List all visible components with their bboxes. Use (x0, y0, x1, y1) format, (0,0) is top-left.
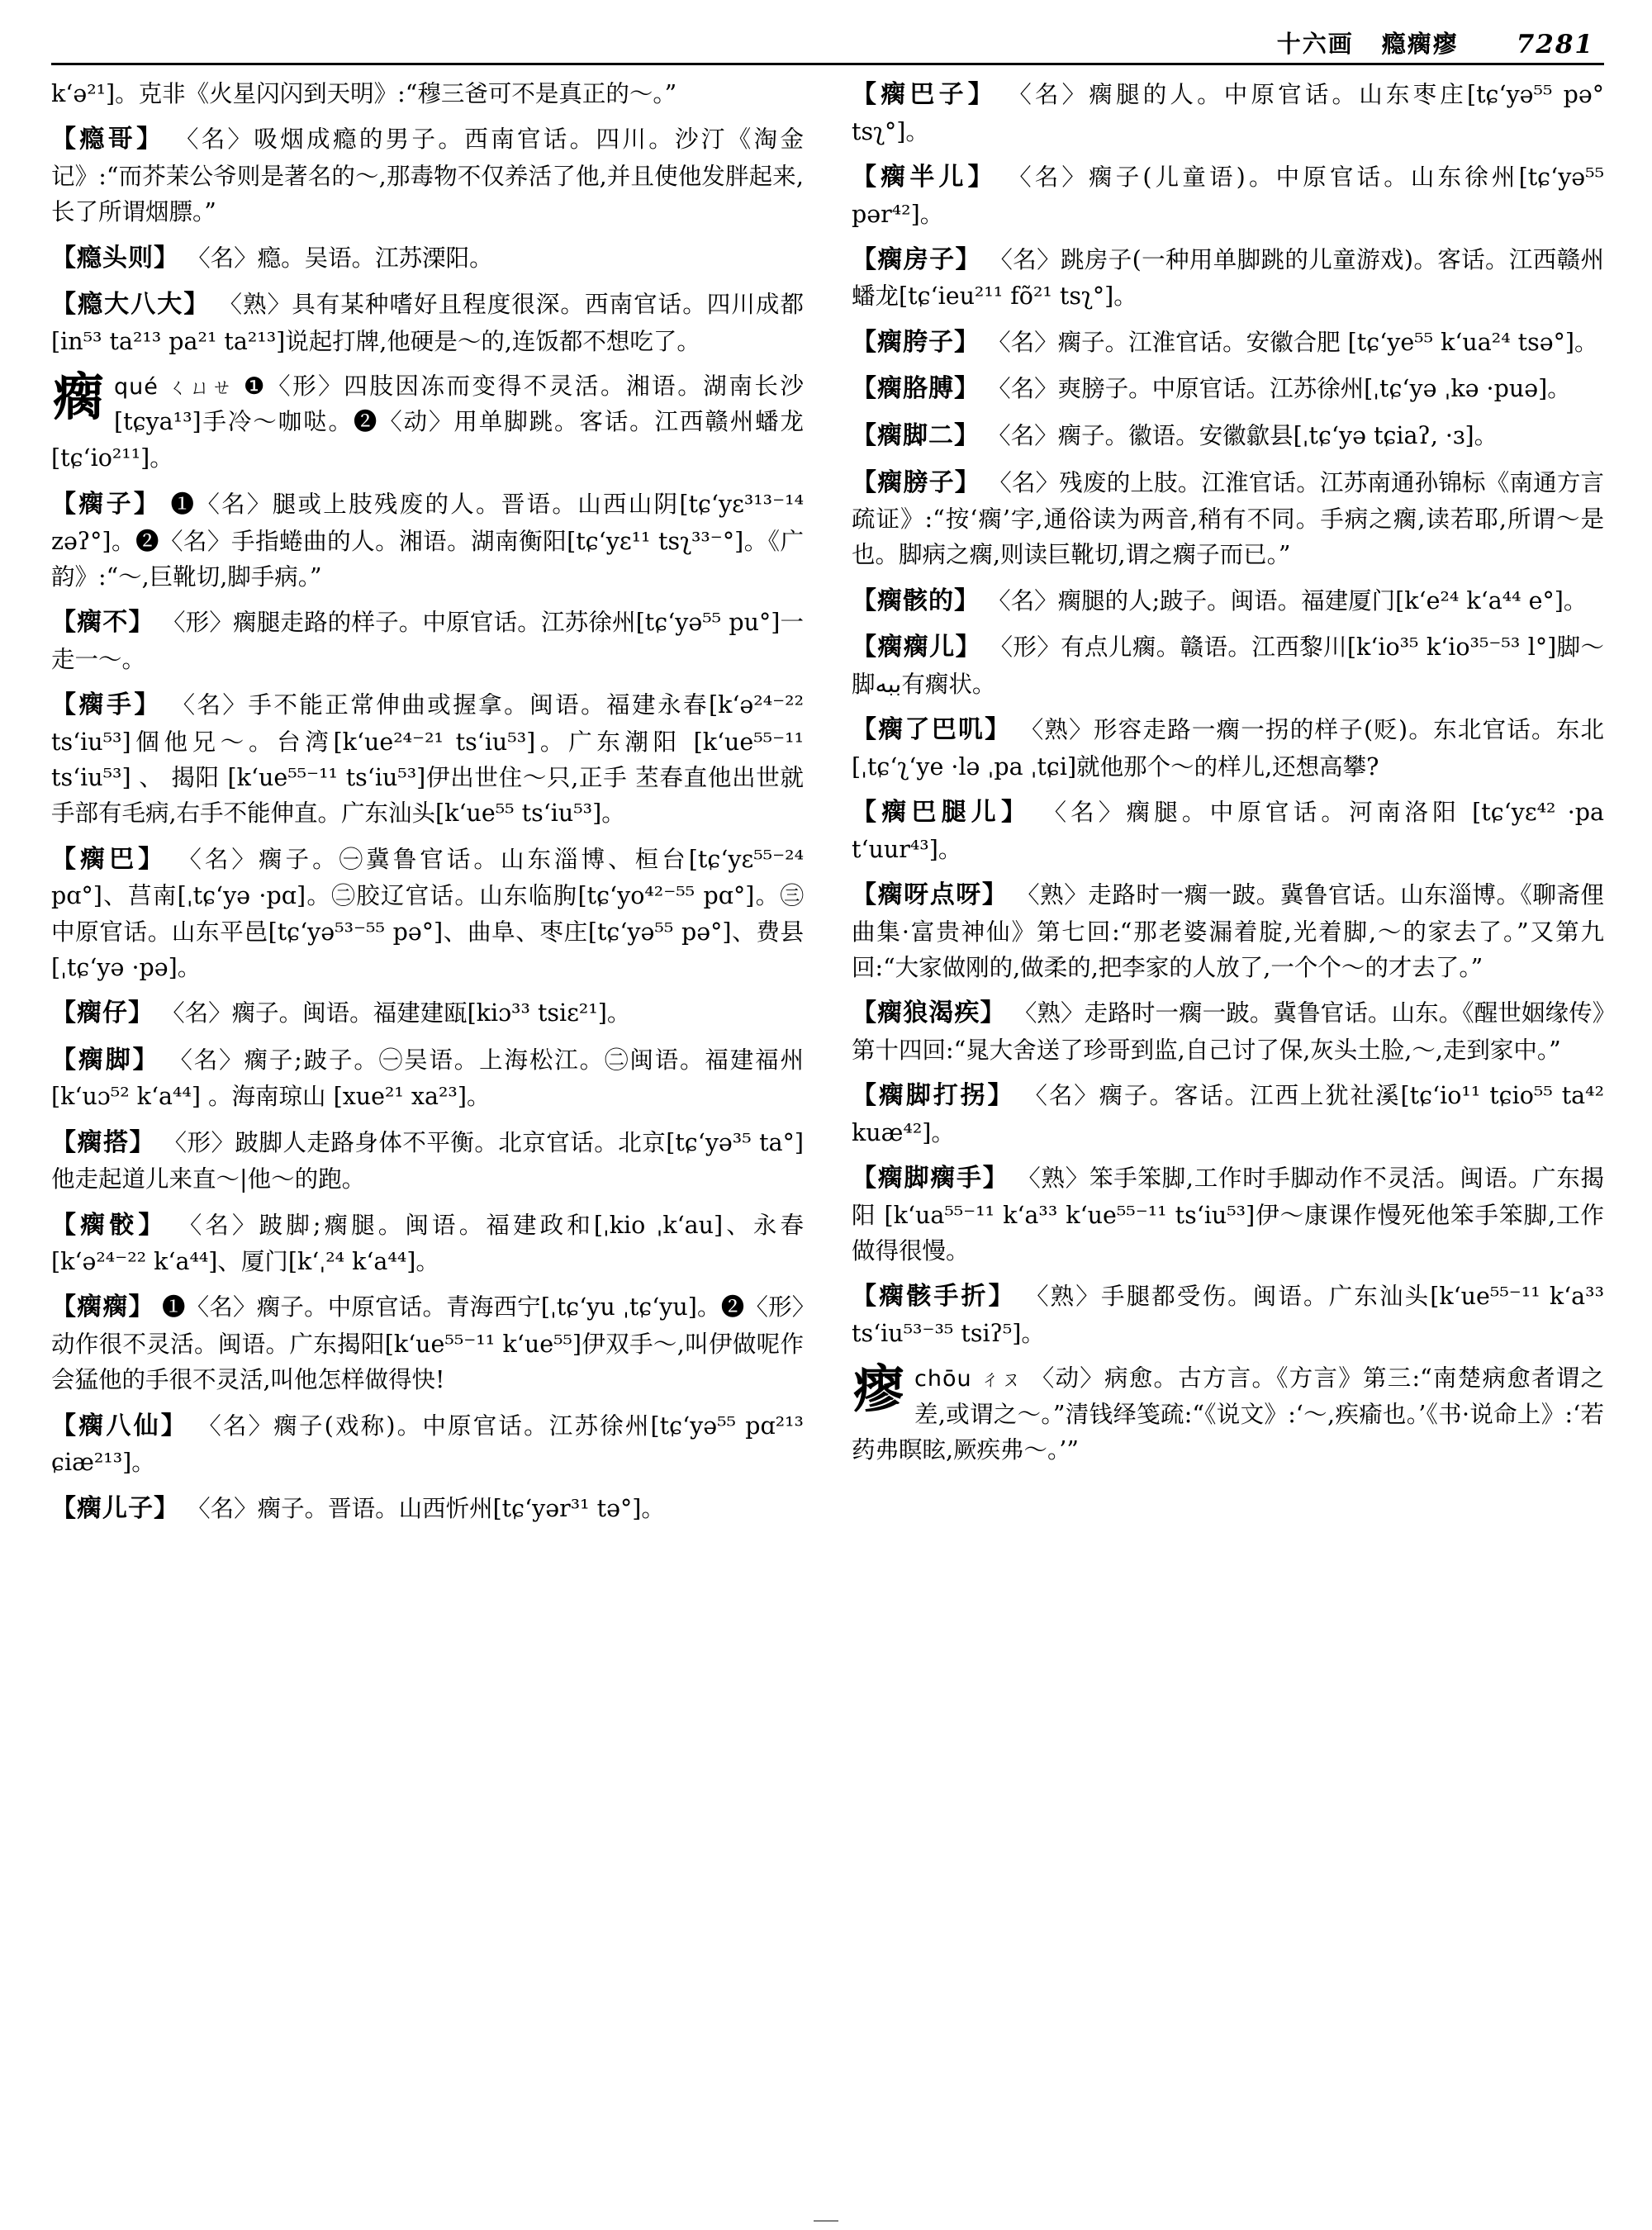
entry-headword: 【瘸手】 (51, 690, 162, 720)
dictionary-entry (852, 159, 1604, 232)
entry-headword: 【瘸半儿】 (852, 162, 997, 192)
page-number: 7281 (1516, 30, 1594, 59)
entry-text: ❶〈名〉腿或上肢残废的人。晋语。山西山阴[tɕ‘yɛ³¹³⁻¹⁴ zəʔ°]。❷〈名〉手指蜷曲的人。湘语。湖南衡阳[tɕ‘yɛ¹¹ tsʅ³³⁻°]。《广韵》:“～,巨靴切,脚手病。” (51, 490, 804, 591)
entry-text: 〈名〉瘸子(戏称)。中原官话。江苏徐州[tɕ‘yə⁵⁵ pɑ²¹³ ɕiæ²¹³]。 (51, 1412, 804, 1477)
dictionary-entry (852, 464, 1604, 573)
dictionary-entry (51, 994, 804, 1032)
dictionary-entry (51, 1288, 804, 1397)
dictionary-entry (852, 582, 1604, 620)
entry-headword: 【瘾哥】 (51, 125, 165, 154)
entry-headword: 【瘾头则】 (51, 243, 179, 273)
zhuyin: ㄑㄩㄝ (168, 376, 235, 400)
entry-headword: 【瘸脚二】 (852, 420, 980, 450)
entry-text: 〈名〉吸烟成瘾的男子。西南官话。四川。沙汀《淘金记》:“而芥茉公爷则是著名的～,那毒物不仅养活了他,并且使他发胖起来,长了所谓烟膘。” (51, 126, 804, 226)
dictionary-entry (852, 241, 1604, 315)
entry-headword: 【瘸巴】 (51, 844, 168, 874)
entry-headword: 【瘸膀子】 (852, 467, 980, 497)
entry-headword: 【瘸骸手折】 (852, 1282, 1016, 1312)
left-column (51, 76, 804, 2199)
entry-text: 〈名〉瘸子。晋语。山西忻州[tɕ‘yər³¹ tə°]。 (187, 1494, 665, 1522)
entry-text: 〈名〉㻎膀子。中原官话。江苏徐州[ˌtɕ‘yə ˌkə ·puə]。 (987, 375, 1571, 403)
head-character: 瘸 (53, 367, 105, 428)
footer-mark (814, 2220, 838, 2222)
two-column-body (51, 76, 1604, 2199)
entry-headword: 【瘸脚打拐】 (852, 1081, 1015, 1111)
entry-text: 〈名〉瘸腿的人。中原官话。山东枣庄[tɕ‘yə⁵⁵ pə° tsʅ°]。 (852, 81, 1605, 145)
entry-text: 〈形〉瘸腿走路的样子。中原官话。江苏徐州[tɕ‘yə⁵⁵ pu°]一走一～。 (51, 609, 805, 673)
entry-text: 〈熟〉形容走路一瘸一拐的样子(贬)。东北官话。东北[ˌtɕ‘ʅ‘ye ·lə ˌpa ˌtɕi]就他那个～的样儿,还想高攀? (852, 716, 1605, 780)
dictionary-head-entry (852, 1360, 1604, 1468)
dictionary-entry (852, 629, 1604, 702)
entry-text: 〈名〉瘾。吴语。江苏溧阳。 (187, 244, 493, 272)
entry-headword: 【瘸了巴叽】 (852, 715, 1012, 745)
entry-headword: 【瘸骹】 (51, 1210, 168, 1240)
right-column (852, 76, 1604, 2199)
dictionary-entry (51, 286, 804, 359)
entry-text: 〈名〉瘸子。㊀冀鲁官话。山东淄博、桓台[tɕ‘yɛ⁵⁵⁻²⁴ pɑ°]、莒南[ˌtɕ‘yə ·pɑ]。㊁胶辽官话。山东临朐[tɕ‘yo⁴²⁻⁵⁵ pɑ°]。㊂中原官话。山东平邑[tɕ‘yə⁵³⁻⁵⁵ pə°]、曲阜、枣庄[tɕ‘yə⁵⁵ pə°]、费县[ˌtɕ‘yə ·pə]。 (51, 845, 804, 981)
entry-text: 〈名〉瘸腿。中原官话。河南洛阳 [tɕ‘yɛ⁴² ·pa t‘uur⁴³]。 (852, 799, 1605, 863)
entry-text: 〈名〉瘸腿的人;跛子。闽语。福建厦门[k‘e²⁴ k‘a⁴⁴ e°]。 (987, 586, 1588, 614)
entry-text: 〈名〉瘸子(儿童语)。中原官话。山东徐州[tɕ‘yə⁵⁵ pər⁴²]。 (852, 163, 1605, 228)
running-head-chars: 瘾瘸瘳 (1381, 30, 1459, 58)
dictionary-entry (852, 417, 1604, 455)
entry-text: 〈名〉跳房子(一种用单脚跳的儿童游戏)。客话。江西赣州蟠龙[tɕ‘ieu²¹¹ fõ²¹ tsʅ°]。 (852, 245, 1605, 311)
dictionary-entry (51, 1124, 804, 1198)
running-head (0, 17, 1652, 59)
entry-text: 〈名〉手不能正常伸曲或握拿。闽语。福建永春[k‘ə²⁴⁻²² ts‘iu⁵³]個他兄～。台湾[k‘ue²⁴⁻²¹ ts‘iu⁵³]。广东潮阳 [k‘ue⁵⁵⁻¹¹ ts‘iu⁵³] 、 揭阳 [k‘ue⁵⁵⁻¹¹ ts‘iu⁵³]伊出世住～只,正手 苤春直他出世就手部有毛病,右手不能伸直。广东汕头[k‘ue⁵⁵ ts‘iu⁵³]。 (51, 691, 805, 828)
entry-text: 〈名〉瘸子。徽语。安徽歙县[ˌtɕ‘yə tɕiaʔ, ·ɜ]。 (987, 421, 1498, 449)
pinyin: chōu (914, 1366, 972, 1393)
entry-text: 〈形〉跛脚人走路身体不平衡。北京官话。北京[tɕ‘yə³⁵ ta°]他走起道儿来直～|他～的跑。 (51, 1128, 804, 1193)
dictionary-entry (852, 1160, 1604, 1269)
entry-headword: 【瘸胯子】 (852, 327, 980, 357)
entry-headword: 【瘸房子】 (852, 244, 981, 274)
dictionary-head-entry (51, 368, 804, 476)
entry-headword: 【瘸仔】 (51, 999, 154, 1028)
entry-text: 〈名〉瘸子。江淮官话。安徽合肥 [tɕ‘ye⁵⁵ k‘ua²⁴ tsə°]。 (987, 328, 1598, 356)
entry-headword: 【瘸瘸】 (51, 1293, 154, 1322)
entry-headword: 【瘾大八大】 (51, 290, 211, 320)
entry-text: 〈名〉瘸子。闽语。福建建瓯[kiɔ³³ tsiɛ²¹]。 (161, 999, 631, 1027)
dictionary-entry (852, 876, 1604, 985)
entry-text: ❶〈名〉瘸子。中原官话。青海西宁[ˌtɕ‘yu ˌtɕ‘yu]。❷〈形〉动作很不灵活。闽语。广东揭阳[k‘ue⁵⁵⁻¹¹ k‘ue⁵⁵]伊双手～,叫伊做呢作会猛他的手很不灵活,叫他怎样做得快! (51, 1293, 805, 1394)
continued-entry (51, 76, 804, 112)
entry-text: 〈名〉瘸子。客话。江西上犹社溪[tɕ‘io¹¹ tɕio⁵⁵ ta⁴² kuæ⁴²]。 (852, 1082, 1605, 1146)
entry-text: 〈形〉有点儿瘸。赣语。江西黎川[k‘io³⁵ k‘io³⁵⁻⁵³ l°]脚～脚ببه有瘸状。 (852, 633, 1605, 698)
entry-text: 〈熟〉具有某种嗜好且程度很深。西南官话。四川成都[in⁵³ ta²¹³ pa²¹ ta²¹³]说起打牌,他硬是～的,连饭都不想吃了。 (51, 291, 804, 355)
dictionary-entry (51, 1207, 804, 1280)
entry-headword: 【瘸搭】 (51, 1127, 155, 1157)
entry-headword: 【瘸呀点呀】 (852, 880, 1009, 910)
running-head-section: 十六画 (1276, 30, 1354, 58)
dictionary-entry (852, 324, 1604, 362)
dictionary-entry (51, 686, 804, 832)
dictionary-entry (51, 486, 804, 595)
dictionary-entry (852, 1077, 1604, 1151)
entry-headword: 【瘸子】 (51, 489, 162, 519)
entry-headword: 【瘸胳膊】 (852, 374, 980, 404)
entry-headword: 【瘸儿子】 (51, 1493, 179, 1523)
zhuyin: ㄔㄡ (980, 1368, 1023, 1392)
dictionary-entry (51, 121, 804, 230)
entry-text: 〈熟〉手腿都受伤。闽语。广东汕头[k‘ue⁵⁵⁻¹¹ k‘a³³ ts‘iu⁵³⁻³⁵ tsiʔ⁵]。 (852, 1283, 1604, 1347)
entry-text: 〈名〉跛脚;瘸腿。闽语。福建政和[ˌkio ˌk‘au]、永春[k‘ə²⁴⁻²² k‘a⁴⁴]、厦门[k‘ˌ²⁴ k‘a⁴⁴]。 (51, 1211, 805, 1276)
dictionary-entry (852, 794, 1604, 867)
entry-headword: 【瘸脚】 (51, 1045, 160, 1075)
pinyin: qué (114, 374, 159, 401)
entry-text: 〈名〉瘸子;跛子。㊀吴语。上海松江。㊁闽语。福建福州 [k‘uɔ⁵² k‘a⁴⁴] 。海南琼山 [xue²¹ xa²³]。 (51, 1046, 805, 1111)
header-rule (51, 63, 1604, 65)
entry-text: 〈熟〉走路时一瘸一跛。冀鲁官话。山东。《醒世姻缘传》第十四回:“晁大舍送了珍哥到监,自己讨了保,灰头土脸,～,走到家中。” (852, 999, 1605, 1064)
dictionary-entry (51, 240, 804, 278)
dictionary-entry (51, 1490, 804, 1528)
entry-text: ❶〈形〉四肢因冻而变得不灵活。湘语。湖南长沙[tɕya¹³]手冷～咖哒。❷〈动〉用单脚跳。客话。江西赣州蟠龙[tɕ‘io²¹¹]。 (51, 372, 805, 472)
dictionary-entry (852, 1278, 1604, 1351)
entry-headword: 【瘸不】 (51, 608, 154, 638)
entry-text: 〈名〉残废的上肢。江淮官话。江苏南通孙锦标《南通方言疏证》:“按‘瘸’字,通俗读为两音,稍有不同。手病之瘸,读若耶,所谓～是也。脚病之瘸,则读巨靴切,谓之瘸子而已。” (852, 468, 1605, 569)
entry-headword: 【瘸狼渴疾】 (852, 999, 1006, 1028)
entry-headword: 【瘸骸的】 (852, 586, 980, 615)
dictionary-entry (51, 1407, 804, 1481)
head-character: 瘳 (853, 1359, 905, 1420)
dictionary-entry (852, 711, 1604, 785)
entry-headword: 【瘸巴子】 (852, 80, 997, 109)
entry-text: 〈熟〉走路时一瘸一跛。冀鲁官话。山东淄博。《聊斋俚曲集·富贵神仙》第七回:“那老婆漏着腚,光着脚,～的家去了。”又第九回:“大家做刚的,做柔的,把李家的人放了,一个个～的才去了。” (852, 881, 1604, 981)
entry-headword: 【瘸脚瘸手】 (852, 1164, 1009, 1193)
dictionary-entry (51, 1041, 804, 1115)
entry-headword: 【瘸瘸儿】 (852, 633, 981, 662)
dictionary-entry (852, 370, 1604, 408)
entry-text: k‘ə²¹]。克非《火星闪闪到天明》:“穆三爸可不是真正的～。” (51, 80, 677, 107)
entry-headword: 【瘸八仙】 (51, 1411, 188, 1440)
dictionary-entry (852, 76, 1604, 149)
dictionary-entry (51, 604, 804, 677)
entry-text: 〈熟〉笨手笨脚,工作时手脚动作不灵活。闽语。广东揭阳 [k‘ua⁵⁵⁻¹¹ k‘a³³ k‘ue⁵⁵⁻¹¹ ts‘iu⁵³]伊～康课作慢死他笨手笨脚,工作做得很慢。 (852, 1165, 1605, 1264)
dictionary-entry (51, 841, 804, 986)
entry-text: 〈动〉病愈。古方言。《方言》第三:“南楚病愈者谓之差,或谓之～。”清钱绎笺疏:“《说文》:‘～,疾瘉也。’《书·说命上》:‘若药弗瞑眩,厥疾弗～。’” (852, 1364, 1604, 1464)
dictionary-entry (852, 994, 1604, 1068)
entry-headword: 【瘸巴腿儿】 (852, 798, 1032, 828)
